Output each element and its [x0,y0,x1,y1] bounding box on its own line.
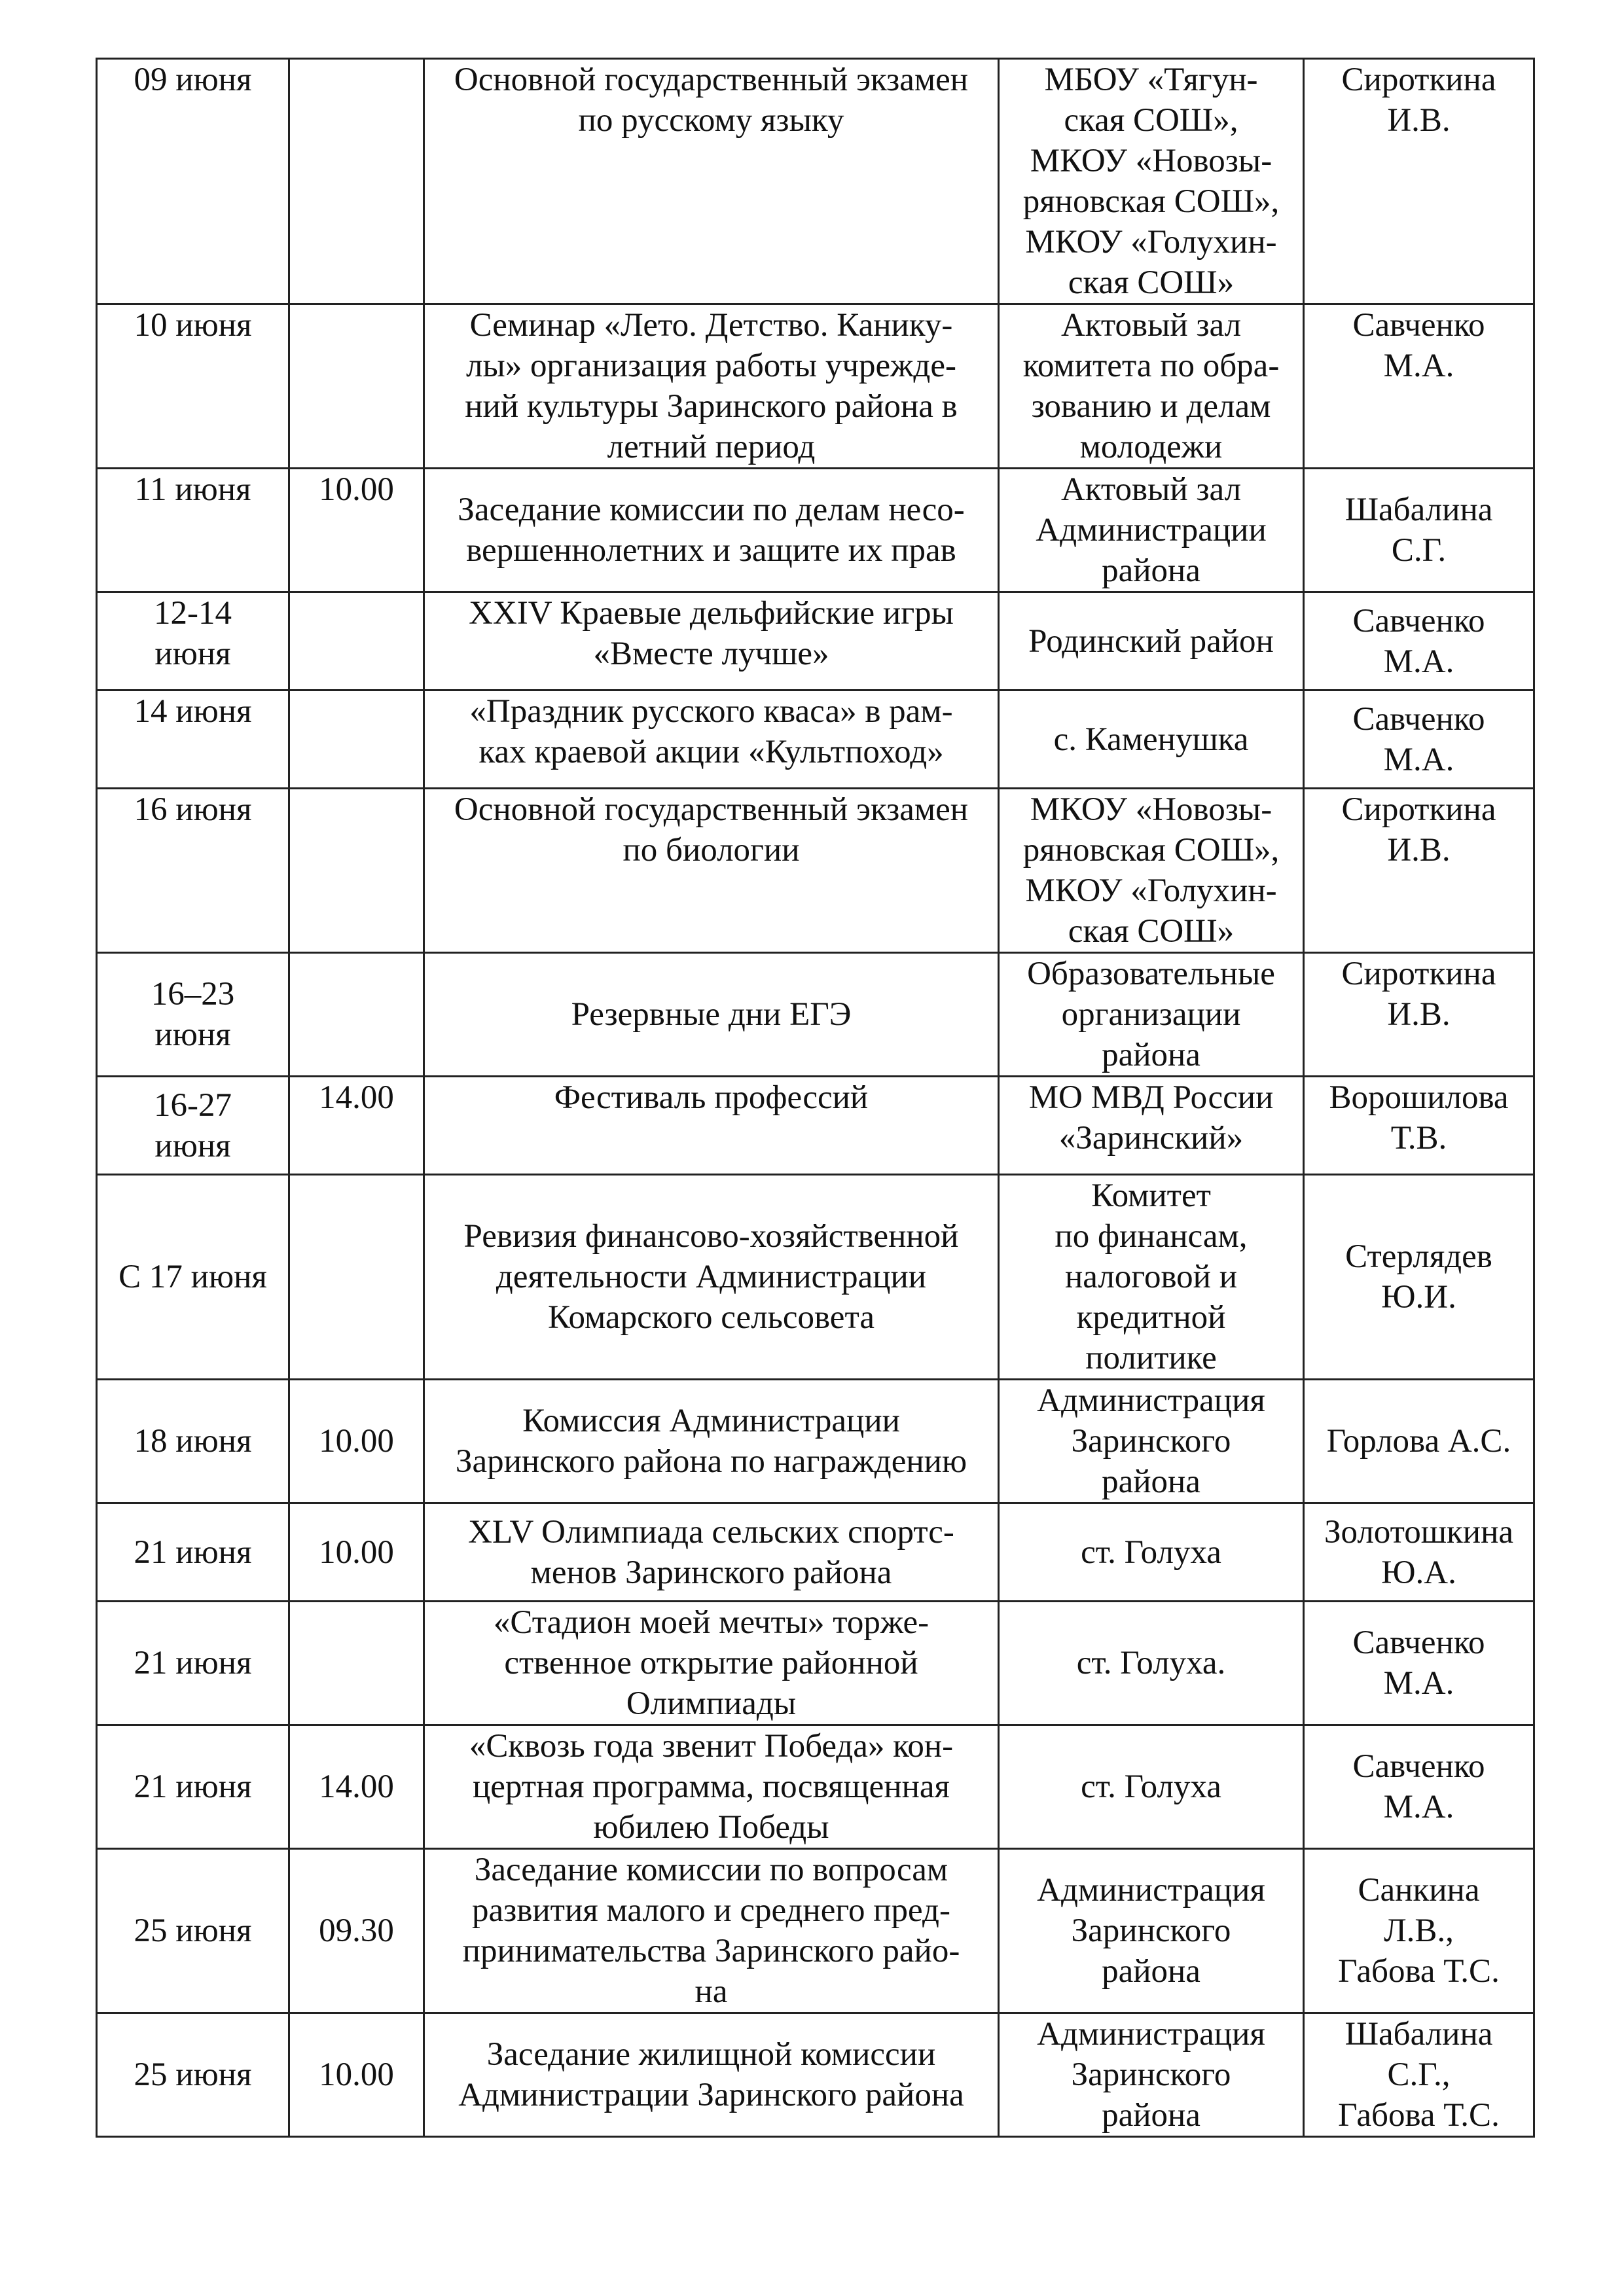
responsible-text: Савченко М.А. [1352,700,1485,778]
event-cell [424,1849,999,2013]
events-schedule-table [96,58,1535,2138]
date-text: 09 июня [134,62,252,98]
place-text: Образовательные организации района [1027,956,1275,1073]
date-cell [97,1503,289,1602]
table-row [97,1725,1534,1849]
place-text: МО МВД России «Заринский» [1028,1079,1274,1157]
place-text: ст. Голуха [1081,1534,1221,1571]
place-text: Актовый зал комитета по обра- зованию и делам молодежи [1022,307,1280,465]
date-text: 18 июня [134,1423,252,1460]
time-text: 10.00 [319,471,394,508]
event-text: «Праздник русского кваса» в рам- ках краевой акции «Культпоход» [469,693,953,770]
table-row [97,1175,1534,1380]
event-cell [424,59,999,304]
place-cell [999,953,1304,1077]
table-row [97,953,1534,1077]
responsible-text: Сироткина И.В. [1341,62,1496,139]
event-cell [424,789,999,953]
event-text: Заседание комиссии по делам несо- вершеннолетних и защите их прав [458,492,965,569]
responsible-cell [1304,691,1534,789]
responsible-text: Стерлядев Ю.И. [1345,1238,1492,1316]
table-row [97,1849,1534,2013]
table-row [97,304,1534,469]
responsible-cell [1304,1725,1534,1849]
place-text: МБОУ «Тягун- ская СОШ», МКОУ «Новозы- ряновская СОШ», МКОУ «Голухин- ская СОШ» [1022,62,1280,301]
event-text: XXIV Краевые дельфийские игры «Вместе лучше» [469,595,954,672]
time-cell [289,953,424,1077]
responsible-cell [1304,304,1534,469]
responsible-text: Шабалина С.Г., Габова Т.С. [1338,2016,1500,2134]
place-text: Администрация Заринского района [1037,1382,1265,1500]
date-text: 16-27 июня [154,1086,232,1164]
event-text: «Стадион моей мечты» торже- ственное открытие районной Олимпиады [493,1604,929,1722]
event-cell [424,469,999,592]
place-cell [999,469,1304,592]
date-text: С 17 июня [118,1259,267,1295]
time-cell [289,592,424,691]
responsible-cell [1304,1077,1534,1175]
time-cell [289,2013,424,2137]
place-cell [999,1077,1304,1175]
responsible-cell [1304,469,1534,592]
event-text: Заседание жилищной комиссии Администрации Заринского района [458,2036,964,2113]
time-cell [289,1602,424,1725]
responsible-cell [1304,59,1534,304]
time-cell [289,691,424,789]
event-cell [424,1175,999,1380]
responsible-cell [1304,1175,1534,1380]
event-cell [424,1380,999,1503]
place-cell [999,1725,1304,1849]
date-text: 21 июня [134,1768,252,1805]
time-cell [289,469,424,592]
time-cell [289,304,424,469]
event-text: «Сквозь года звенит Победа» кон- цертная программа, посвященная юбилею Победы [469,1728,954,1846]
event-cell [424,1077,999,1175]
place-cell [999,59,1304,304]
responsible-cell [1304,1602,1534,1725]
table-row [97,1380,1534,1503]
date-cell [97,592,289,691]
date-cell [97,1725,289,1849]
date-cell [97,789,289,953]
time-cell [289,1380,424,1503]
date-text: 21 июня [134,1534,252,1571]
responsible-cell [1304,789,1534,953]
event-text: XLV Олимпиада сельских спортс- менов Заринского района [468,1513,954,1591]
place-text: Администрация Заринского района [1037,1872,1265,1990]
date-text: 21 июня [134,1645,252,1681]
place-text: ст. Голуха [1081,1768,1221,1805]
place-cell [999,1849,1304,2013]
table-row [97,789,1534,953]
event-text: Ревизия финансово-хозяйственной деятельности Администрации Комарского сельсовета [463,1218,959,1336]
responsible-text: Сироткина И.В. [1341,791,1496,869]
date-cell [97,2013,289,2137]
event-cell [424,1602,999,1725]
event-text: Фестиваль профессий [554,1079,869,1116]
time-cell [289,59,424,304]
time-cell [289,1175,424,1380]
event-cell [424,2013,999,2137]
place-cell [999,691,1304,789]
event-cell [424,953,999,1077]
responsible-cell [1304,2013,1534,2137]
date-cell [97,469,289,592]
responsible-text: Шабалина С.Г. [1344,492,1493,569]
place-text: Актовый зал Администрации района [1036,471,1267,589]
time-text: 10.00 [319,1534,394,1571]
date-text: 25 июня [134,1912,252,1949]
time-text: 09.30 [319,1912,394,1949]
table-row [97,469,1534,592]
place-cell [999,1503,1304,1602]
table-row [97,2013,1534,2137]
date-cell [97,1849,289,2013]
date-cell [97,1077,289,1175]
event-cell [424,304,999,469]
responsible-cell [1304,953,1534,1077]
responsible-text: Савченко М.А. [1352,602,1485,680]
time-cell [289,1503,424,1602]
event-text: Резервные дни ЕГЭ [571,996,852,1033]
date-text: 10 июня [134,307,252,344]
time-text: 10.00 [319,2056,394,2093]
date-cell [97,304,289,469]
time-text: 10.00 [319,1423,394,1460]
place-cell [999,2013,1304,2137]
place-cell [999,1602,1304,1725]
responsible-text: Ворошилова Т.В. [1329,1079,1509,1157]
time-cell [289,789,424,953]
place-cell [999,304,1304,469]
responsible-text: Сироткина И.В. [1341,956,1496,1033]
responsible-text: Санкина Л.В., Габова Т.С. [1338,1872,1500,1990]
place-text: Комитет по финансам, налоговой и кредитной политике [1055,1177,1248,1376]
table-row [97,59,1534,304]
event-cell [424,592,999,691]
place-text: ст. Голуха. [1076,1645,1226,1681]
date-cell [97,59,289,304]
time-cell [289,1849,424,2013]
event-text: Комиссия Администрации Заринского района по награждению [455,1403,967,1480]
date-text: 16–23 июня [151,976,235,1053]
date-text: 16 июня [134,791,252,828]
responsible-text: Савченко М.А. [1352,1624,1485,1702]
responsible-cell [1304,592,1534,691]
place-text: Администрация Заринского района [1037,2016,1265,2134]
event-text: Заседание комиссии по вопросам развития малого и среднего пред- принимательства Заринского райо- на [462,1852,960,2010]
place-cell [999,789,1304,953]
table-row [97,1602,1534,1725]
time-text: 14.00 [319,1079,394,1116]
date-cell [97,1175,289,1380]
time-cell [289,1725,424,1849]
event-text: Семинар «Лето. Детство. Канику- лы» организация работы учрежде- ний культуры Заринского района в летний период [465,307,958,465]
table-row [97,1077,1534,1175]
responsible-text: Золотошкина Ю.А. [1324,1513,1514,1591]
date-text: 14 июня [134,693,252,730]
date-cell [97,1380,289,1503]
time-text: 14.00 [319,1768,394,1805]
table-row [97,691,1534,789]
responsible-cell [1304,1503,1534,1602]
table-row [97,1503,1534,1602]
date-cell [97,953,289,1077]
event-cell [424,1725,999,1849]
event-cell [424,1503,999,1602]
event-text: Основной государственный экзамен по русскому языку [454,62,969,139]
responsible-text: Савченко М.А. [1352,307,1485,384]
responsible-cell [1304,1849,1534,2013]
date-text: 25 июня [134,2056,252,2093]
responsible-cell [1304,1380,1534,1503]
place-text: Родинский район [1028,622,1274,660]
responsible-text: Горлова А.С. [1326,1423,1511,1460]
table-row [97,592,1534,691]
date-text: 11 июня [134,471,251,508]
place-cell [999,1175,1304,1380]
place-text: МКОУ «Новозы- ряновская СОШ», МКОУ «Голухин- ская СОШ» [1022,791,1280,950]
event-cell [424,691,999,789]
time-cell [289,1077,424,1175]
place-cell [999,592,1304,691]
place-text: с. Каменушка [1053,721,1249,758]
date-text: 12-14 июня [154,595,232,672]
place-cell [999,1380,1304,1503]
date-cell [97,691,289,789]
date-cell [97,1602,289,1725]
event-text: Основной государственный экзамен по биологии [454,791,969,869]
responsible-text: Савченко М.А. [1352,1748,1485,1825]
